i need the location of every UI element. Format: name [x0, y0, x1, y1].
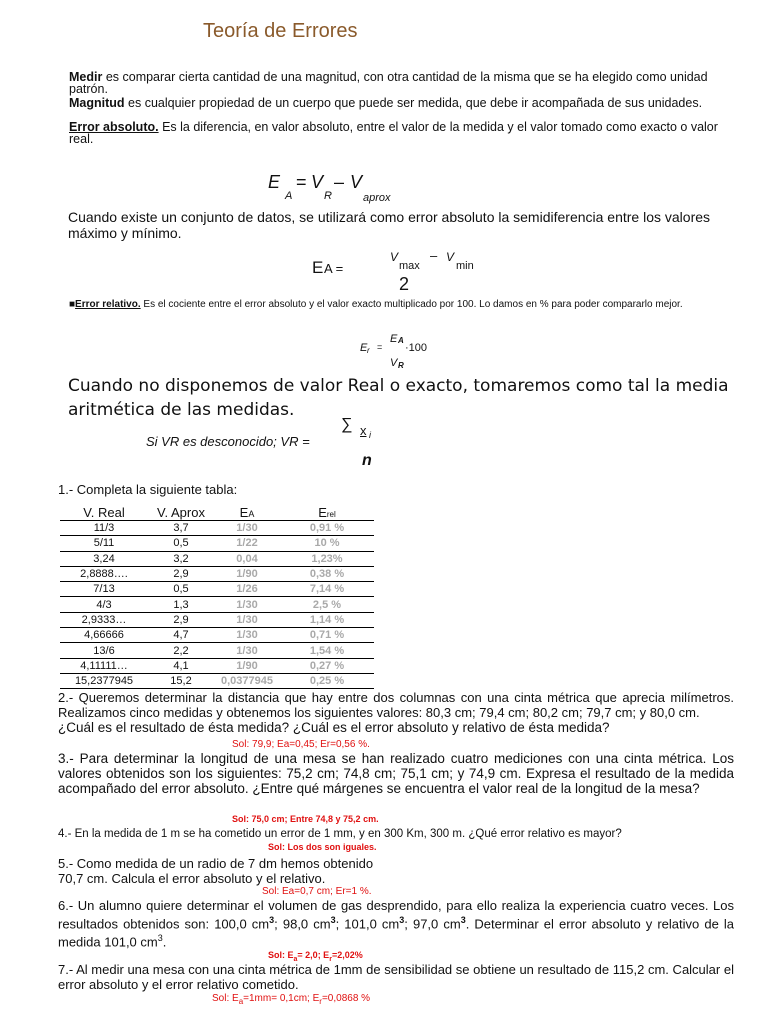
cell-v-aprox: 4,7 — [148, 628, 214, 643]
header-v-aprox: V. Aprox — [148, 505, 214, 521]
media-text: Cuando no disponemos de valor Real o exacto, tomaremos como tal la media aritmética de las medidas. — [68, 376, 729, 420]
solution-6: Sol: $E_a= 2,0$; $E_r=2,02\%$ — [268, 950, 363, 963]
formula-media — [146, 416, 396, 472]
cell-v-aprox: 1,3 — [148, 597, 214, 612]
question-2 — [58, 690, 734, 735]
table-row — [60, 521, 374, 536]
cell-ea: 1/90 — [214, 566, 280, 581]
cell-v-real: 15,2377945 — [60, 673, 148, 688]
solution-2: Sol: 79,9; Ea=0,45; Er=0,56 %. — [232, 739, 370, 750]
formula-subscript: R — [324, 190, 332, 202]
table-row — [60, 643, 374, 658]
cell-ea: 1/30 — [214, 643, 280, 658]
table-row — [60, 658, 374, 673]
formula-operator: = — [377, 342, 383, 352]
bullet-icon: ■ — [69, 299, 76, 310]
cell-erel: 0,91 % — [280, 521, 374, 536]
cell-v-real: 5/11 — [60, 536, 148, 551]
formula-symbol: E — [312, 258, 324, 277]
cell-erel: 1,14 % — [280, 612, 374, 627]
definition-magnitud — [69, 97, 729, 109]
formula-subscript: A = — [324, 261, 344, 276]
cell-erel: 1,54 % — [280, 643, 374, 658]
text-error-absoluto: Es la diferencia, en valor absoluto, entre el valor de la medida y el valor tomado como exacto o valor real. — [69, 120, 718, 146]
formula-semidiferencia — [312, 248, 512, 296]
cell-v-aprox: 3,2 — [148, 551, 214, 566]
formula-symbol: V — [311, 172, 324, 192]
cell-v-aprox: 15,2 — [148, 673, 214, 688]
formula-operator: – — [334, 172, 345, 192]
cell-v-real: 4,66666 — [60, 628, 148, 643]
cell-v-aprox: 3,7 — [148, 521, 214, 536]
cell-v-real: 11/3 — [60, 521, 148, 536]
formula-symbol: E — [360, 342, 368, 354]
cell-erel: 10 % — [280, 536, 374, 551]
text-medir: es comparar cierta cantidad de una magnitud, con otra cantidad de la misma que se ha elegido como unidad patrón. — [69, 70, 708, 96]
header-erel: Erel — [280, 505, 374, 521]
cell-ea: 1/30 — [214, 521, 280, 536]
formula-denominator: n — [362, 452, 372, 469]
cell-v-aprox: 2,2 — [148, 643, 214, 658]
cell-v-real: 7/13 — [60, 582, 148, 597]
term-error-absoluto: Error absoluto. — [69, 120, 159, 134]
formula-symbol: V — [390, 357, 398, 369]
cell-erel: 0,27 % — [280, 658, 374, 673]
question-1: 1.- Completa la siguiente tabla: — [58, 482, 238, 497]
header-v-real: V. Real — [60, 505, 148, 521]
question-2-question: ¿Cuál es el resultado de ésta medida? ¿Cuál es el error absoluto y relativo de ésta medida? — [58, 720, 610, 735]
question-5-line2: 70,7 cm. Calcula el error absoluto y el relativo. — [58, 871, 326, 886]
formula-operator: ·100 — [405, 342, 428, 354]
question-4: 4.- En la medida de 1 m se ha cometido un error de 1 mm, y en 300 Km, 300 m. ¿Qué error relativo es mayor? — [58, 828, 622, 840]
cell-v-aprox: 0,5 — [148, 582, 214, 597]
header-ea: EA — [214, 505, 280, 521]
cell-v-real: 4,11111… — [60, 658, 148, 673]
semidifference-text: Cuando existe un conjunto de datos, se utilizará como error absoluto la semidiferencia entre los valores máximo y mínimo. — [68, 209, 711, 241]
question-5-line1: 5.- Como medida de un radio de 7 dm hemos obtenido — [58, 856, 374, 871]
term-error-relativo: Error relativo. — [75, 299, 141, 310]
cell-erel: 0,38 % — [280, 566, 374, 581]
question-2-text: 2.- Queremos determinar la distancia que hay entre dos columnas con una cinta métrica que aprecia milímetros. Realizamos cinco medidas y obtenemos los siguientes valores: 80,3 cm; 79,4 cm; 80,2 cm; 79,7 cm; y 80,0 cm. — [58, 690, 734, 720]
table-row — [60, 673, 374, 688]
cell-ea: 1/30 — [214, 612, 280, 627]
cell-v-real: 2,9333… — [60, 612, 148, 627]
cell-v-aprox: 0,5 — [148, 536, 214, 551]
formula-error-absoluto — [268, 172, 428, 206]
cell-v-aprox: 2,9 — [148, 612, 214, 627]
formula-subscript: min — [456, 260, 474, 272]
formula-operator: = — [296, 172, 307, 192]
cell-v-real: 13/6 — [60, 643, 148, 658]
cell-v-real: 3,24 — [60, 551, 148, 566]
formula-symbol: V — [446, 250, 455, 264]
cell-v-real: 4/3 — [60, 597, 148, 612]
cell-ea: 0,0377945 — [214, 673, 280, 688]
formula-error-relativo — [360, 330, 460, 372]
cell-v-aprox: 2,9 — [148, 566, 214, 581]
table-row — [60, 597, 374, 612]
cell-erel: 0,71 % — [280, 628, 374, 643]
cell-v-real: 2,8888…. — [60, 566, 148, 581]
text-error-relativo: Es el cociente entre el error absoluto y el valor exacto multiplicado por 100. Lo damos en % para poder compararlo mejor. — [140, 299, 683, 310]
definition-error-relativo — [69, 298, 733, 312]
question-3: 3.- Para determinar la longitud de una mesa se han realizado cuatro mediciones con una cinta métrica. Los valores obtenidos son los siguientes: 75,2 cm; 74,8 cm; 75,1 cm; y 74,9 cm. Expresa el resultado de la medida acompañado del error absoluto. ¿Entre qué márgenes se encuentra el valor real de la longitud de la mesa? — [58, 751, 734, 796]
formula-symbol: V — [350, 172, 363, 192]
formula-subscript: A — [398, 336, 404, 345]
formula-subscript: R — [398, 361, 404, 370]
question-5 — [58, 856, 734, 886]
formula-subscript: i — [369, 430, 371, 440]
formula-subscript: aprox — [363, 192, 391, 204]
solution-4: Sol: Los dos son iguales. — [268, 842, 377, 852]
cell-erel: 1,23% — [280, 551, 374, 566]
table-row — [60, 582, 374, 597]
formula-denominator: 2 — [399, 274, 410, 294]
formula-subscript: A — [285, 190, 293, 202]
definition-medir — [69, 71, 729, 95]
text-magnitud: es cualquier propiedad de un cuerpo que puede ser medida, que debe ir acompañada de sus unidades. — [124, 96, 703, 110]
cell-erel: 0,25 % — [280, 673, 374, 688]
cell-ea: 1/22 — [214, 536, 280, 551]
definition-error-absoluto — [69, 121, 729, 145]
formula-symbol: x — [360, 423, 367, 438]
table-row — [60, 566, 374, 581]
solution-7: Sol: $E_a=1mm= 0,1cm$; $E_r=0,0868$ % — [212, 993, 371, 1006]
errors-table — [60, 505, 374, 689]
cell-erel: 7,14 % — [280, 582, 374, 597]
cell-ea: 1/30 — [214, 628, 280, 643]
cell-ea: 1/30 — [214, 597, 280, 612]
formula-symbol: V — [390, 250, 399, 264]
formula-symbol: E — [268, 172, 281, 192]
formula-operator: – — [430, 248, 438, 263]
sigma-icon: ∑ — [341, 416, 353, 433]
term-magnitud: Magnitud — [69, 96, 125, 110]
question-7: 7.- Al medir una mesa con una cinta métrica de 1mm de sensibilidad se obtiene un resultado de 115,2 cm. Calcular el error absoluto y el error relativo cometido. — [58, 962, 734, 992]
table-row — [60, 536, 374, 551]
table-row — [60, 551, 374, 566]
formula-symbol: E — [390, 333, 398, 345]
table-header-row — [60, 505, 374, 521]
formula-subscript: r — [367, 346, 370, 355]
table-row — [60, 628, 374, 643]
formula-prefix: Si VR es desconocido; VR = — [146, 434, 310, 449]
cell-ea: 1/90 — [214, 658, 280, 673]
formula-subscript: max — [399, 260, 420, 272]
page-title: Teoría de Errores — [203, 20, 358, 42]
table-row — [60, 612, 374, 627]
solution-5: Sol: Ea=0,7 cm; Er=1 %. — [262, 886, 372, 897]
cell-ea: 1/26 — [214, 582, 280, 597]
solution-3: Sol: 75,0 cm; Entre 74,8 y 75,2 cm. — [232, 814, 379, 824]
cell-erel: 2,5 % — [280, 597, 374, 612]
cell-ea: 0,04 — [214, 551, 280, 566]
cell-v-aprox: 4,1 — [148, 658, 214, 673]
term-medir: Medir — [69, 70, 103, 84]
question-6: 6.- Un alumno quiere determinar el volumen de gas desprendido, para ello realiza la experiencia cuatro veces. Los resultados obtenidos son: 100,0 $cm^3$; 98,0 $cm^3$; 101,0 $cm^3$; 97,0 $cm^3$. Determinar el error absoluto y relativo de la medida 101,0 $cm^3$. — [58, 898, 734, 950]
